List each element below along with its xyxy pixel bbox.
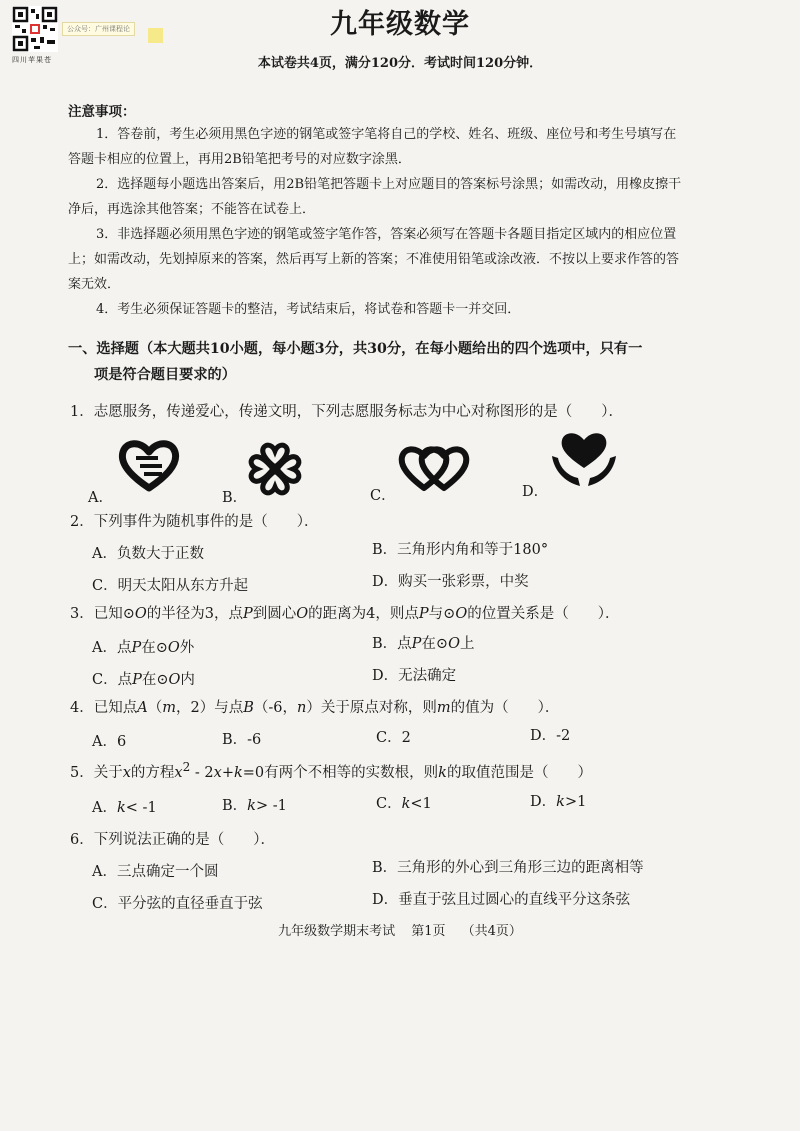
q3-option-a: A．点P在⊙O外 xyxy=(92,640,195,656)
q2-option-d: D．购买一张彩票，中奖 xyxy=(372,574,529,590)
heart-in-hands-logo-d-icon xyxy=(548,430,620,492)
page-title: 九年级数学 xyxy=(330,9,470,40)
interlocked-hearts-logo-c-icon xyxy=(398,442,470,494)
q6-option-d: D．垂直于弦且过圆心的直线平分这条弦 xyxy=(372,892,631,908)
q2-option-a: A．负数大于正数 xyxy=(92,546,204,562)
notes-title: 注意事项： xyxy=(68,104,136,120)
footer-exam-name: 九年级数学期末考试 xyxy=(278,924,396,939)
note-item-1: 1．答卷前，考生必须用黑色字迹的钢笔或签字笔将自己的学校、姓名、班级、座位号和考生号填写在答题卡相应的位置上，再用2B铅笔把考号的对应数字涂黑． xyxy=(68,127,677,167)
q2-option-b: B．三角形内角和等于180° xyxy=(372,542,549,558)
footer-page-total: （共4页） xyxy=(461,924,522,939)
q3-option-b: B．点P在⊙O上 xyxy=(372,636,475,652)
q6-option-c: C．平分弦的直径垂直于弦 xyxy=(92,896,263,912)
question-3-stem: 3．已知⊙O的半径为3，点P到圆心O的距离为4，则点P与⊙O的位置关系是（ ）． xyxy=(70,606,620,622)
question-4-stem: 4．已知点A（m，2）与点B（-6，n）关于原点对称，则m的值为（ ）． xyxy=(70,700,560,716)
q2-option-c: C．明天太阳从东方升起 xyxy=(92,578,249,594)
q1-option-a: A． xyxy=(88,490,113,506)
q5-option-b: B．k> -1 xyxy=(222,798,287,814)
q3-option-c: C．点P在⊙O内 xyxy=(92,672,195,688)
q6-option-b: B．三角形的外心到三角形三边的距离相等 xyxy=(372,860,644,876)
note-item-4: 4．考生必须保证答题卡的整洁，考试结束后，将试卷和答题卡一并交回． xyxy=(96,302,521,317)
q1-option-c: C． xyxy=(370,488,396,504)
q5-option-d: D．k>1 xyxy=(530,794,587,810)
section-heading xyxy=(68,336,698,388)
q4-option-b: B．-6 xyxy=(222,732,262,748)
clover-hearts-logo-b-icon xyxy=(246,440,304,498)
q4-option-a: A．6 xyxy=(92,734,127,750)
q5-option-a: A．k< -1 xyxy=(92,800,157,816)
q5-option-c: C．k<1 xyxy=(376,796,432,812)
page-footer xyxy=(0,920,800,939)
note-item-3: 3．非选择题必须用黑色字迹的钢笔或签字笔作答，答案必须写在答题卡各题目指定区域内的相应位置上；如需改动，先划掉原来的答案，然后再写上新的答案；不准使用铅笔或涂改液．不按以上要求作答的答案无效． xyxy=(68,227,680,292)
q3-option-d: D．无法确定 xyxy=(372,668,457,684)
question-6-stem: 6．下列说法正确的是（ ）． xyxy=(70,832,275,848)
q4-option-d: D．-2 xyxy=(530,728,571,744)
question-1-stem: 1．志愿服务，传递爱心，传递文明，下列志愿服务标志为中心对称图形的是（ ）． xyxy=(70,404,623,420)
q1-option-d: D． xyxy=(522,484,549,500)
q4-option-c: C．2 xyxy=(376,730,411,746)
question-2-stem: 2．下列事件为随机事件的是（ ）． xyxy=(70,514,319,530)
qr-caption: 四川苹果苍 xyxy=(12,56,52,64)
note-item-2: 2．选择题每小题选出答案后，用2B铅笔把答题卡上对应题目的答案标号涂黑；如需改动，用橡皮擦干净后，再选涂其他答案；不能答在试卷上． xyxy=(68,177,682,217)
footer-page-number: 第1页 xyxy=(411,924,446,939)
section-heading-line1: 一、选择题（本大题共10小题，每小题3分，共30分，在每小题给出的四个选项中，只有一 xyxy=(68,341,643,357)
q1-option-b: B． xyxy=(222,490,248,506)
page-subtitle: 本试卷共4页，满分120分．考试时间120分钟． xyxy=(257,56,543,71)
section-heading-line2: 项是符合题目要求的） xyxy=(94,367,236,383)
watermark-sticker: 公众号：广州课程论 xyxy=(62,22,135,36)
question-5-stem: 5．关于x的方程$x^2 - 2x+k=0$有两个不相等的实数根，则k的取值范围是（ ） xyxy=(70,760,592,781)
q6-option-a: A．三点确定一个圆 xyxy=(92,864,219,880)
heart-hand-logo-a-icon xyxy=(118,436,180,494)
